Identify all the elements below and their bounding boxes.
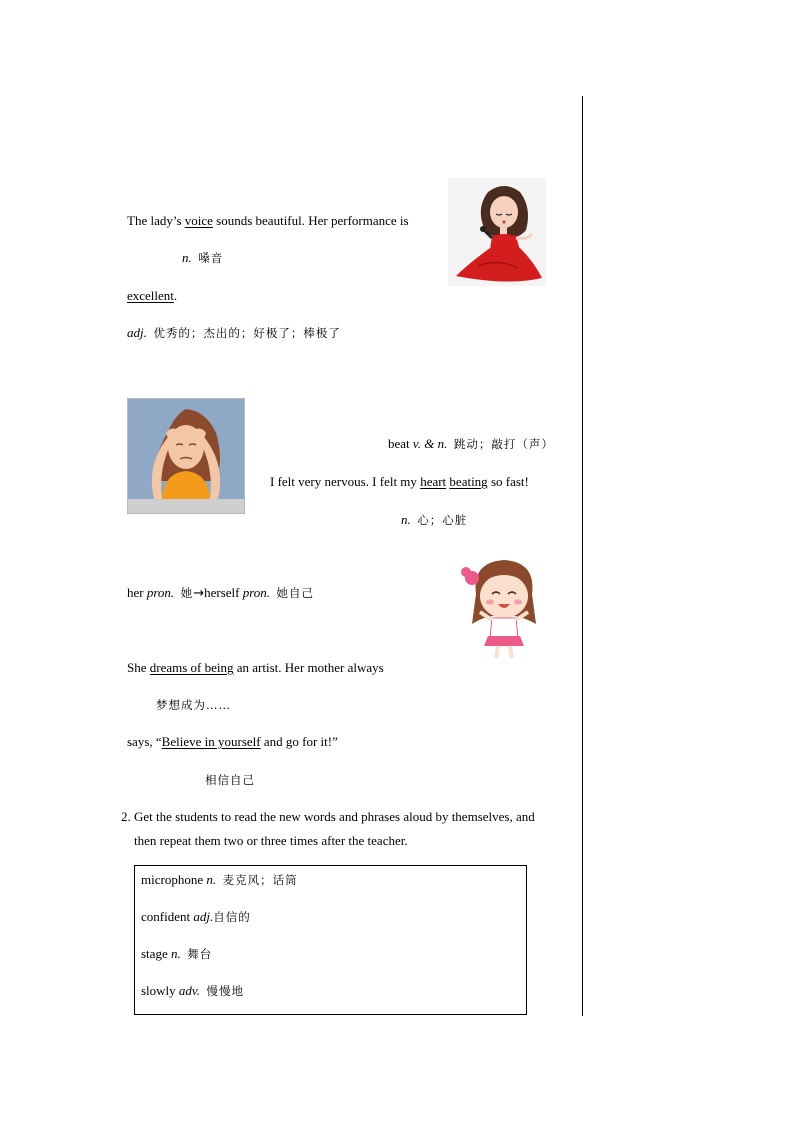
step-2-instruction — [121, 809, 535, 825]
vocab-excellent: excellent — [127, 288, 174, 303]
sentence-voice — [127, 213, 409, 229]
chinese-gloss: 嗓音 — [198, 251, 224, 265]
sentence-excellent — [127, 288, 177, 304]
instruction-line-2-wrap — [134, 833, 408, 849]
chinese-gloss: 麦克风；话筒 — [222, 873, 298, 887]
text: She — [127, 660, 150, 675]
text: and go for it!” — [260, 734, 338, 749]
pos-label: n. — [401, 512, 411, 527]
text: . — [173, 288, 178, 303]
sentence-heart — [270, 474, 529, 490]
margin-line — [582, 96, 583, 1016]
chinese-gloss: 优秀的；杰出的；好极了；棒极了 — [153, 326, 341, 340]
text: says, “ — [127, 734, 162, 749]
text: The lady’s — [127, 213, 185, 228]
gloss-beat — [388, 436, 554, 452]
vocab-word: stage — [141, 946, 171, 961]
gloss-believe — [205, 772, 255, 788]
text: sounds beautiful. Her performance is — [212, 213, 409, 228]
nervous-woman-illustration — [127, 398, 245, 514]
vocab-beat: beat — [388, 436, 413, 451]
pos-label: n. — [182, 250, 192, 265]
sentence-dreams — [127, 660, 384, 676]
singer-illustration — [448, 178, 546, 286]
chinese-gloss: 自信的 — [213, 910, 251, 924]
pos-label: n. — [170, 946, 181, 961]
vocab-heart: heart — [420, 474, 447, 489]
chinese-gloss: 心；心脏 — [417, 513, 468, 527]
text: I felt very nervous. I felt my — [270, 474, 421, 489]
chinese-gloss: 相信自己 — [205, 773, 255, 787]
instruction-line-1: Get the students to read the new words and phrases aloud by themselves, and — [134, 809, 535, 824]
gloss-excellent — [127, 325, 341, 341]
chinese-gloss: 跳动；敲打（声） — [453, 437, 554, 451]
pos-label: pron. — [242, 585, 271, 600]
vocab-item-stage — [141, 946, 212, 962]
vocab-word: microphone — [141, 872, 207, 887]
pos-label: n. — [206, 872, 217, 887]
vocab-her: her — [127, 585, 147, 600]
chinese-gloss: 梦想成为…… — [156, 698, 231, 712]
chinese-gloss: 她 — [180, 586, 194, 600]
pos-label: adj. — [193, 909, 214, 924]
vocab-item-confident — [141, 909, 251, 925]
phrase-believe-in-yourself: Believe in yourself — [161, 734, 261, 749]
pos-label: pron. — [146, 585, 175, 600]
phrase-dreams-of-being: dreams of being — [149, 660, 234, 675]
vocab-herself: herself — [204, 585, 243, 600]
vocab-word: confident — [141, 909, 194, 924]
text: so fast! — [487, 474, 529, 489]
chinese-gloss: 她自己 — [276, 586, 315, 600]
vocab-box — [134, 865, 527, 1015]
step-number: 2. — [121, 809, 131, 824]
gloss-voice — [182, 250, 223, 266]
pos-label: adj. — [127, 325, 147, 340]
gloss-heart — [401, 512, 467, 528]
pos-label: v. & n. — [412, 436, 448, 451]
chinese-gloss: 慢慢地 — [206, 984, 244, 998]
vocab-item-microphone — [141, 872, 298, 888]
sentence-believe — [127, 734, 338, 750]
happy-girl-illustration — [458, 554, 550, 662]
instruction-line-2: then repeat them two or three times after the teacher. — [134, 833, 408, 848]
vocab-beating: beating — [449, 474, 488, 489]
vocab-item-slowly — [141, 983, 244, 999]
vocab-voice: voice — [184, 213, 213, 228]
pos-label: adv. — [178, 983, 200, 998]
vocab-word: slowly — [141, 983, 179, 998]
gloss-her-herself — [127, 585, 314, 602]
gloss-dreams — [156, 697, 231, 713]
text: an artist. Her mother always — [233, 660, 384, 675]
chinese-gloss: 舞台 — [187, 947, 213, 961]
arrow-icon: → — [193, 586, 205, 601]
